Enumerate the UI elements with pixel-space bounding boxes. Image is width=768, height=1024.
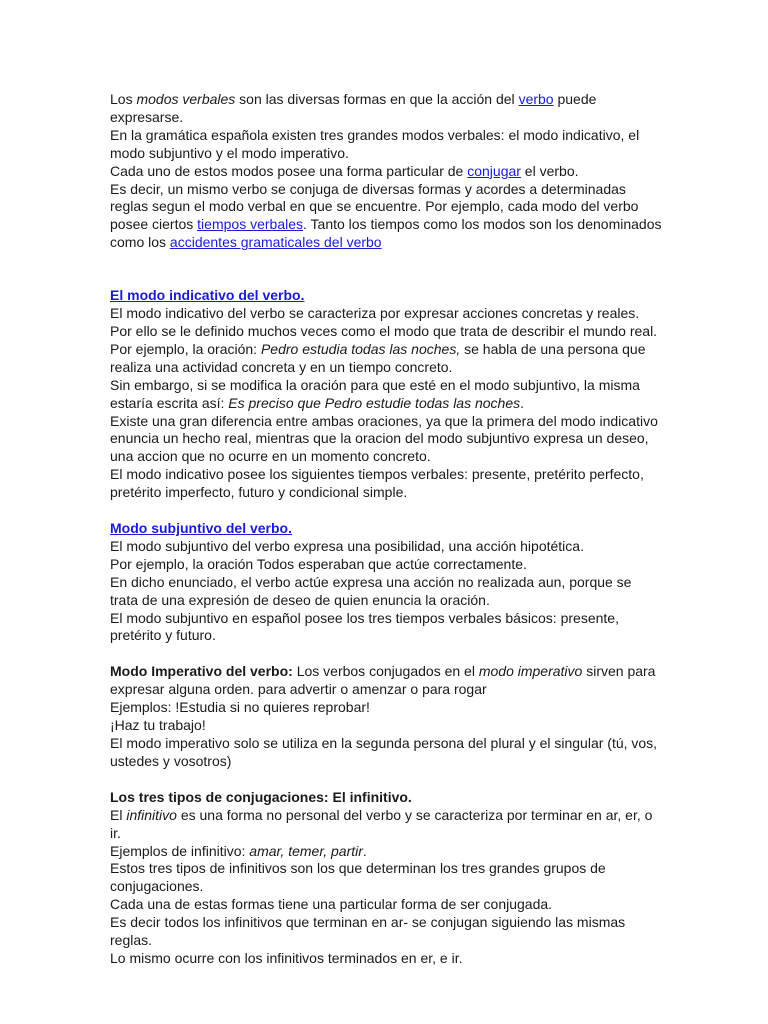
- subjuntivo-paragraph-2: Por ejemplo, la oración Todos esperaban que actúe correctamente.: [110, 555, 527, 572]
- verbo-link[interactable]: verbo: [518, 91, 554, 107]
- imperativo-paragraph-3: ¡Haz tu trabajo!: [110, 717, 206, 734]
- subjuntivo-paragraph-3: En dicho enunciado, el verbo actúe expresa una acción no realizada aun, porque se trata de una expresión de deseo de quien enuncia la oración.: [110, 573, 632, 608]
- conjugaciones-heading: Los tres tipos de conjugaciones: El infinitivo.: [110, 788, 412, 805]
- intro-paragraph-3: Cada uno de estos modos posee una forma particular de conjugar el verbo.: [110, 162, 579, 179]
- spacer: [110, 252, 662, 287]
- conjugaciones-paragraph-4: Cada una de estas formas tiene una particular forma de ser conjugada.: [110, 896, 553, 913]
- intro-paragraph-2: En la gramática española existen tres grandes modos verbales: el modo indicativo, el modo subjuntivo y el modo imperativo.: [110, 126, 640, 161]
- imperativo-paragraph-4: El modo imperativo solo se utiliza en la segunda persona del plural y el singular (tú, vos, ustedes y vosotros): [110, 735, 658, 769]
- modo-imperativo-term: modo imperativo: [478, 663, 583, 680]
- indicativo-paragraph-3: Sin embargo, si se modifica la oración para que esté en el modo subjuntivo, la misma estaría escrita así: Es preciso que Pedro estudie todas las noches.: [110, 376, 640, 411]
- conjugar-link[interactable]: conjugar: [467, 162, 521, 179]
- document-body: [110, 91, 662, 968]
- tiempos-verbales-link[interactable]: tiempos verbales: [197, 216, 303, 233]
- indicativo-paragraph-2: Por ejemplo, la oración: Pedro estudia todas las noches, se habla de una persona que realiza una actividad concreta y en un tiempo concreto.: [110, 340, 646, 375]
- indicativo-paragraph-5: El modo indicativo posee los siguientes tiempos verbales: presente, pretérito perfecto, pretérito imperfecto, futuro y condicional simple.: [110, 466, 644, 501]
- conjugaciones-heading-line: [110, 789, 662, 807]
- conjugaciones-paragraph-2: Ejemplos de infinitivo: amar, temer, partir.: [110, 842, 367, 859]
- conjugaciones-paragraph-3: Estos tres tipos de infinitivos son los que determinan los tres grandes grupos de conjugaciones.: [110, 860, 606, 895]
- subjuntivo-paragraph-4: El modo subjuntivo en español posee los tres tiempos verbales básicos: presente, pretérito y futuro.: [110, 609, 619, 644]
- conjugaciones-paragraph-5: Es decir todos los infinitivos que terminan en ar- se conjugan siguiendo las mismas reglas.: [110, 914, 626, 949]
- intro-paragraph-1: Los modos verbales son las diversas formas en que la acción del verbo puede expresarse.: [110, 91, 597, 125]
- example-sentence-subjuntivo: Es preciso que Pedro estudie todas las noches: [228, 394, 521, 411]
- accidentes-gramaticales-link[interactable]: accidentes gramaticales del verbo: [169, 234, 382, 251]
- intro-paragraph-4: Es decir, un mismo verbo se conjuga de diversas formas y acordes a determinadas reglas segun el modo verbal en que se encuentre. Por ejemplo, cada modo del verbo posee ciertos tiempos verbales. Tanto los tiempos como los modos son los denominados como los accidentes gramaticales del verbo: [110, 180, 662, 251]
- infinitivo-examples: amar, temer, partir: [249, 842, 363, 859]
- spacer: [110, 502, 662, 520]
- subjuntivo-heading-link[interactable]: Modo subjuntivo del verbo.: [110, 520, 292, 537]
- modos-verbales-term: modos verbales: [136, 91, 236, 107]
- example-sentence: Pedro estudia todas las noches,: [260, 340, 461, 357]
- indicativo-paragraph-4: Existe una gran diferencia entre ambas oraciones, ya que la primera del modo indicativo enuncia un hecho real, mientras que la oracion del modo subjuntivo expresa un deseo, una accion que no ocurre en un momento concreto.: [110, 412, 658, 465]
- subjuntivo-paragraph-1: El modo subjuntivo del verbo expresa una posibilidad, una acción hipotética.: [110, 537, 584, 554]
- imperativo-paragraph-1: Modo Imperativo del verbo: Los verbos conjugados en el modo imperativo sirven para expresar alguna orden. para advertir o amenzar o para rogar: [110, 663, 656, 698]
- conjugaciones-paragraph-1: El infinitivo es una forma no personal del verbo y se caracteriza por terminar en ar, er, o ir.: [110, 806, 653, 841]
- indicativo-section: [110, 287, 662, 305]
- imperativo-heading: Modo Imperativo del verbo:: [110, 663, 293, 680]
- indicativo-heading-link[interactable]: El modo indicativo del verbo.: [110, 287, 305, 304]
- infinitivo-term: infinitivo: [126, 806, 177, 823]
- indicativo-paragraph-1: El modo indicativo del verbo se caracteriza por expresar acciones concretas y reales. Por ello se le definido muchos veces como el modo que trata de describir el mundo real.: [110, 305, 658, 339]
- conjugaciones-paragraph-6: Lo mismo ocurre con los infinitivos terminados en er, e ir.: [110, 949, 463, 966]
- subjuntivo-section: [110, 520, 662, 538]
- spacer: [110, 645, 662, 663]
- imperativo-paragraph-2: Ejemplos: !Estudia si no quieres reprobar!: [110, 699, 370, 716]
- spacer: [110, 771, 662, 789]
